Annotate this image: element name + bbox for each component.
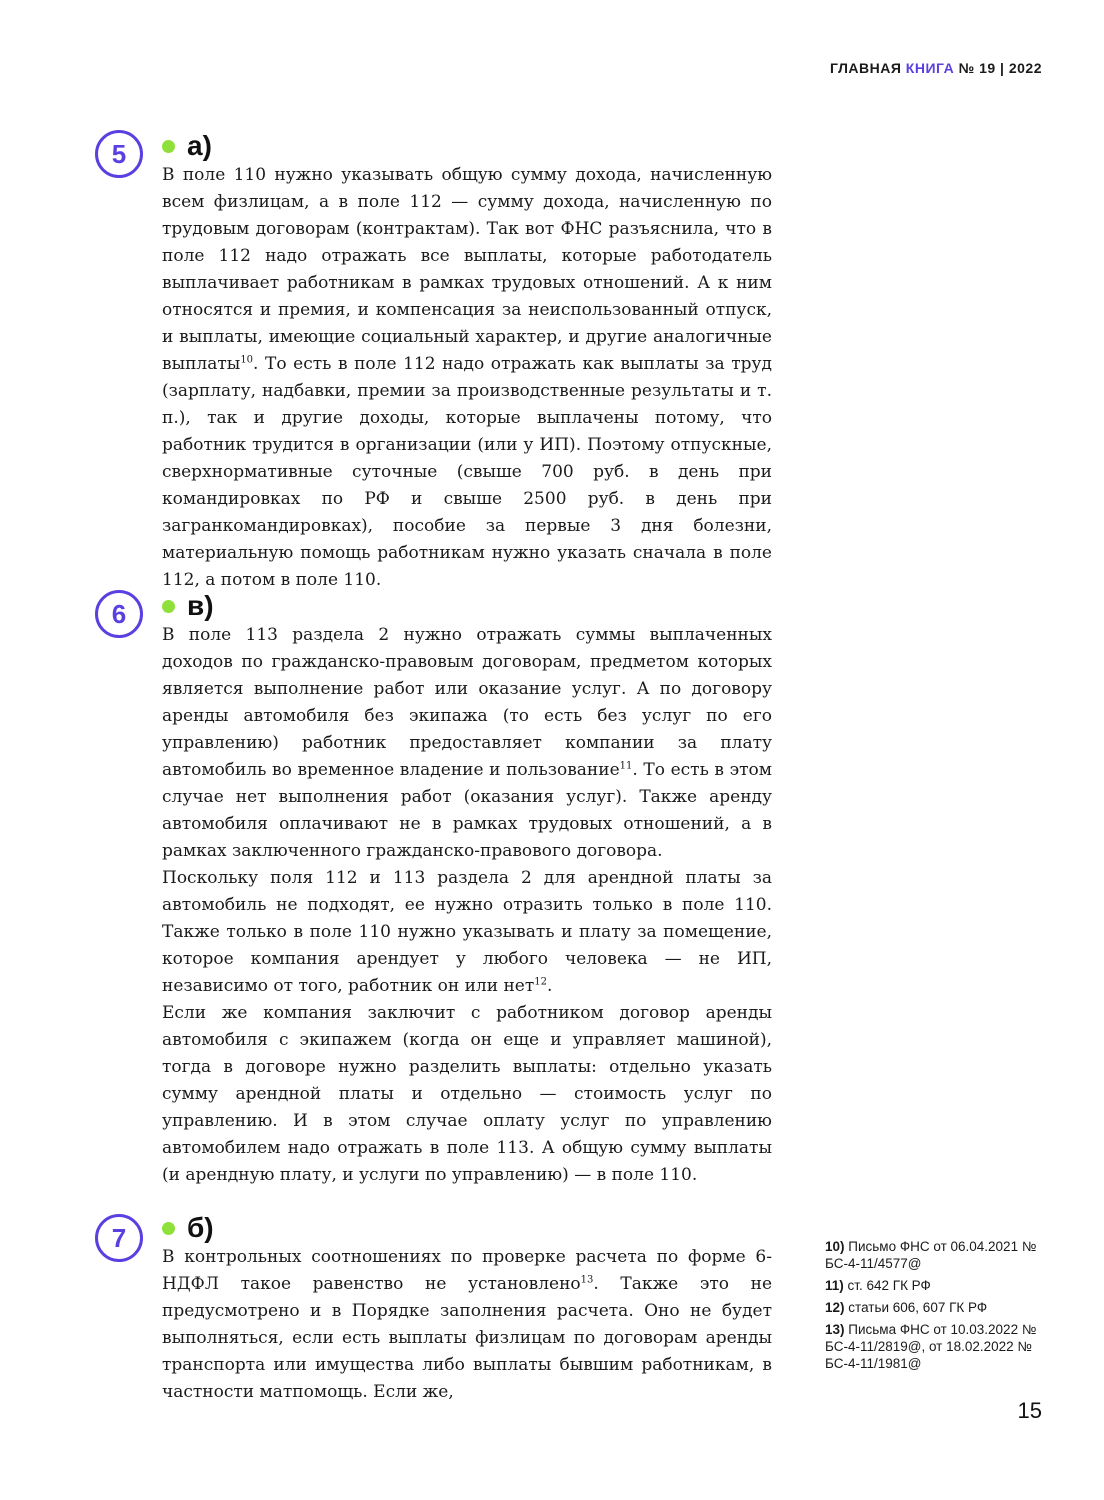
answer-letter: в) [187,590,214,621]
footnote: 10) Письмо ФНС от 06.04.2021 № БС-4-11/4577@ [825,1239,1037,1271]
bullet-dot-icon [162,140,175,153]
paragraph: Поскольку поля 112 и 113 раздела 2 для арендной платы за автомобиль не подходят, ее нужно отразить только в поле 110. Также только в поле 110 нужно указывать и плату за помещение, которое компания арендует у любого человека — не ИП, независимо от того, работник он или нет$^{12}$. [162,868,772,996]
question-number-badge: 5 [95,130,143,178]
question-number-badge: 7 [95,1214,143,1262]
footnote-ref[interactable]: 13 [580,1274,594,1286]
brand-part2: КНИГА [905,60,955,76]
issue-number: № 19 | 2022 [958,60,1042,76]
answer-body [162,1244,772,1406]
footnotes [825,1238,1055,1377]
bullet-dot-icon [162,1222,175,1235]
brand-part1: ГЛАВНАЯ [829,60,902,76]
answer-body [162,162,772,594]
footnote: 12) статьи 606, 607 ГК РФ [825,1300,988,1315]
answer-heading [162,1212,214,1244]
footnote-ref[interactable]: 11 [619,760,633,772]
running-header [830,60,1042,76]
answer-body [162,622,772,1189]
footnote-ref[interactable]: 12 [534,976,547,988]
answer-letter: а) [187,130,212,161]
answer-heading [162,130,212,162]
footnote: 11) ст. 642 ГК РФ [825,1278,931,1293]
bullet-dot-icon [162,600,175,613]
paragraph: Если же компания заключит с работником договор аренды автомобиля с экипажем (когда он еще и управляет машиной), тогда в договоре нужно разделить выплаты: отдельно указать сумму арендной платы и отдельно — стоимость услуг по управлению. И в этом случае оплату услуг по управлению автомобилем надо отражать в поле 113. А общую сумму выплаты (и арендную плату, и услуги по управлению) — в поле 110. [162,1003,772,1185]
page-number: 15 [1017,1398,1042,1423]
paragraph: В поле 110 нужно указывать общую сумму дохода, начисленную всем физлицам, а в поле 112 — сумму дохода, начисленную по трудовым договорам (контрактам). Так вот ФНС разъяснила, что в поле 112 надо отражать все выплаты, которые работодатель выплачивает работникам в рамках трудовых отношений. А к ним относятся и премия, и компенсация за неиспользованный отпуск, и выплаты, имеющие социальный характер, и другие аналогичные выплаты$^{10}$. То есть в поле 112 надо отражать как выплаты за труд (зарплату, надбавки, премии за производственные результаты и т. п.), так и другие доходы, которые выплачены потому, что работник трудится в организации (или у ИП). Поэтому отпускные, сверхнормативные суточные (свыше 700 руб. в день при командировках по РФ и свыше 2500 руб. в день при загранкомандировках), пособие за первые 3 дня болезни, материальную помощь работникам нужно указать сначала в поле 112, а потом в поле 110. [162,165,772,590]
paragraph: В поле 113 раздела 2 нужно отражать суммы выплаченных доходов по гражданско-правовым договорам, предметом которых является выполнение работ или оказание услуг. А по договору аренды автомобиля без экипажа (то есть без услуг по его управлению) работник предоставляет компании за плату автомобиль во временное владение и пользование$^{11}$. То есть в этом случае нет выполнения работ (оказания услуг). Также аренду автомобиля оплачивают не в рамках трудовых отношений, а в рамках заключенного гражданско-правового договора. [162,625,772,861]
footnote-ref[interactable]: 10 [240,354,254,366]
question-number-badge: 6 [95,590,143,638]
answer-heading [162,590,214,622]
footnote: 13) Письма ФНС от 10.03.2022 № БС-4-11/2819@, от 18.02.2022 № БС-4-11/1981@ [825,1322,1037,1371]
paragraph: В контрольных соотношениях по проверке расчета по форме 6-НДФЛ такое равенство не установлено$^{13}$. Также это не предусмотрено и в Порядке заполнения расчета. Оно не будет выполняться, если есть выплаты физлицам по договорам аренды транспорта или имущества либо выплаты бывшим работникам, в частности матпомощь. Если же, [162,1247,773,1402]
answer-letter: б) [187,1212,214,1243]
